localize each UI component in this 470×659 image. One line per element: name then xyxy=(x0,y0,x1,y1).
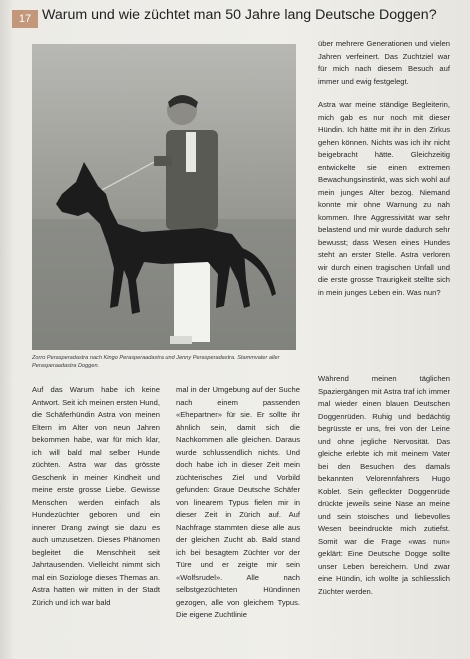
article-paragraph: Auf das Warum habe ich keine Antwort. Seit ich meinen ersten Hund, die Schäferhündin Astra von meinen Eltern im Alter von neun Jahren bekommen habe, war für mich klar, ich will bald mal selber Hunde züchten. Astra war das grösste Geschenk in meiner Kindheit und meine erste grosse Liebe. Gewisse Menschen werden einfach als Hundezüchter geboren und ein innerer Drang zwingt sie dazu es auch umzusetzen. Dieses Phänomen begleitet die Menschheit seit Jahrtausenden. Vielleicht nimmt sich mal ein Soziologe dieses Themas an. Astra hatten wir mitten in der Stadt Zürich und ich war bald xyxy=(32,385,160,607)
page-title: Warum und wie züchtet man 50 Jahre lang Deutsche Doggen? xyxy=(42,7,437,23)
article-paragraph: Astra war meine ständige Begleiterin, mich gab es nur noch mit dieser Hündin. Ich hätte mit ihr in den Zirkus gehen können. Nichts was ich ihr nicht beigebracht hätte. Gleichzeitig entwickelte sie einen extremen Bewachungsinstinkt, was sich wohl auf mein junges Alter bezog. Niemand konnte mir ohne Warnung zu nah kommen. Ihre Aggressivität war sehr belastend und mir wurde dadurch sehr bewusst; dass Wesen eines Hundes steht an erster Stelle. Astra verloren wir durch einen tragischen Unfall und die erste grosse Traurigkeit stellte sich in mein junges Leben ein. Was nun? xyxy=(318,100,450,297)
article-column-3 xyxy=(318,38,450,310)
article-paragraph: Während meinen täglichen Spaziergängen mit Astra traf ich immer mal wieder einen blauen Deutschen Doggenrüden. Ruhig und bedächtig begrüsste er uns, frei von der Leine und ohne jegliche Nervosität. Das gleiche erlebte ich mit meinem Vater bei den Besuchen des damals bekannten Velorennfahrers Hugo Koblet. Sein gefleckter Doggenrüde drückte jeweils seine Nase an meine und sein stoisches und liebevolles Wesen beeindruckte mich zutiefst. Somit war die Frage «was nun» geklärt: Eine Deutsche Dogge sollte unser Leben bereichern. Und zwar eine Hündin, ich wollte ja schliesslich Züchter werden. xyxy=(318,374,450,596)
page-number: 17 xyxy=(12,10,38,28)
article-paragraph: über mehrere Generationen und vielen Jahren verfeinert. Das Zuchtziel war für mich nach diesem Besuch auf immer und ewig festgelegt. xyxy=(318,39,450,86)
article-paragraph: mal in der Umgebung auf der Suche nach einem passenden «Ehepartner» für sie. Er sollte ihr ähnlich sein, damit sich die Nachkommen alle gleichen. Daraus wurde schlussendlich nichts. Und doch habe ich in dieser Zeit mein züchterisches Ziel und Vorbild gefunden: Graue Deutsche Schäfer von linearem Typus fielen mir in dieser Zeit in Zürich auf. Auf Nachfrage stammten diese alle aus der gleichen Zucht ab. Bald stand ich bei besagtem Züchter vor der Türe und er zeigte mir sein «Wolfsrudel». Alle nach selbstgezüchteten Hündinnen gezogen, alle von gleichem Typus. Die eigene Zuchtlinie xyxy=(176,385,300,619)
photo-caption: Zorro Perasperadastra nach Kingo Perasperaadastra und Jenny Perasperadastra. Stammvater aller Perasperaadastra Doggen. xyxy=(32,355,280,369)
article-column-3-continued xyxy=(318,373,450,609)
article-column-2 xyxy=(176,384,300,633)
dog-and-handler-illustration xyxy=(32,44,296,350)
dog-photo xyxy=(32,44,296,350)
article-column-1 xyxy=(32,384,160,620)
